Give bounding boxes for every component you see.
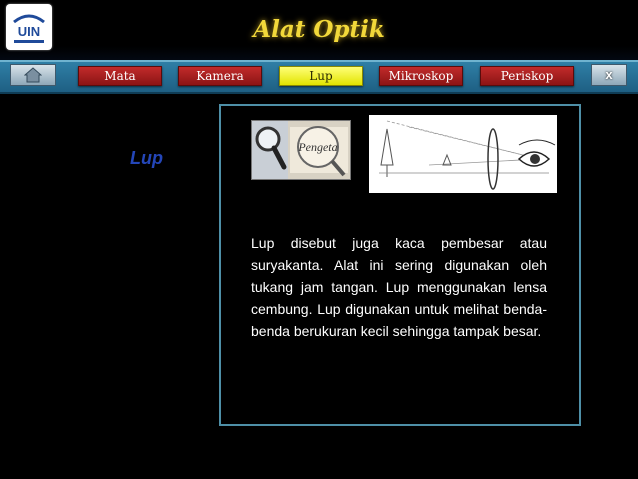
close-button[interactable]: x (591, 64, 627, 86)
photo-text: Pengeta (298, 140, 338, 154)
tab-mata[interactable]: Mata (78, 66, 162, 86)
home-button[interactable] (10, 64, 56, 86)
tab-kamera[interactable]: Kamera (178, 66, 262, 86)
home-icon (24, 67, 42, 83)
logo-text: UIN (17, 24, 41, 39)
magnifier-photo (251, 120, 351, 180)
lens-ray-diagram (369, 115, 557, 193)
tab-periskop[interactable]: Periskop (480, 66, 574, 86)
app-title: Alat Optik (253, 16, 385, 43)
description-text: Lup disebut juga kaca pembesar atau suryakanta. Alat ini sering digunakan oleh tukang jam tangan. Lup menggunakan lensa cembung. Lup digunakan untuk melihat benda-benda berukuran kecil sehingga tampak besar. (251, 235, 547, 339)
tab-mikroskop[interactable]: Mikroskop (379, 66, 463, 86)
tab-lup[interactable]: Lup (279, 66, 363, 86)
section-heading: Lup (130, 148, 163, 168)
